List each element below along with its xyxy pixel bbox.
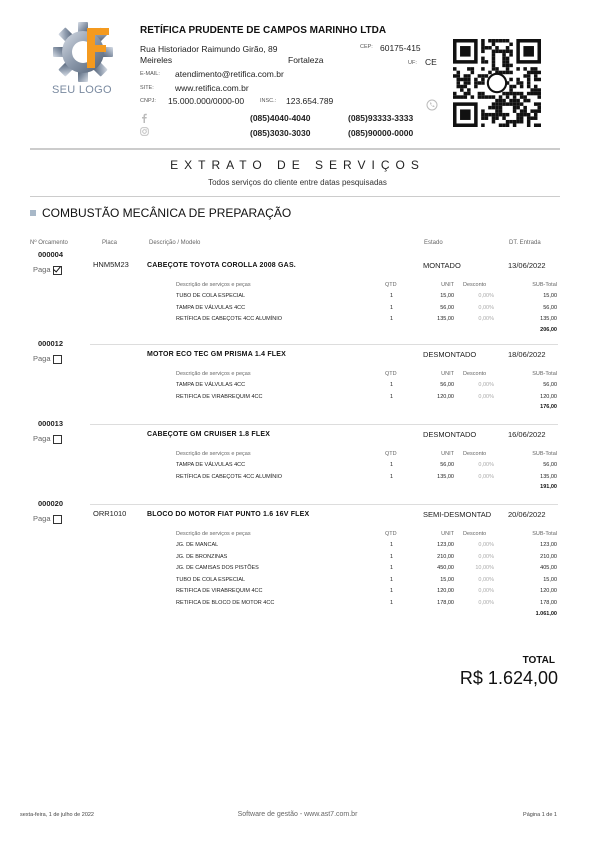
item-unit: 120,00 (437, 588, 454, 595)
paid-checkbox[interactable] (53, 355, 62, 364)
cnpj-label: CNPJ: (140, 98, 156, 104)
paid-status (33, 354, 62, 364)
item-subtotal: 120,00 (540, 393, 557, 400)
item-subtotal: 135,00 (540, 316, 557, 323)
paid-status (33, 434, 62, 444)
item-unit: 120,00 (437, 393, 454, 400)
item-unit: 56,00 (440, 304, 454, 311)
paid-label: Paga (33, 514, 51, 523)
item-description: JG. DE BRONZINAS (176, 553, 228, 560)
order-vehicle: CABEÇOTE GM CRUISER 1.8 FLEX (147, 431, 271, 438)
site-label: SITE: (140, 85, 154, 91)
paid-label: Paga (33, 265, 51, 274)
item-subtotal: 120,00 (540, 588, 557, 595)
email-label: E-MAIL: (140, 71, 160, 77)
order-total: 206,00 (540, 326, 557, 333)
item-unit: 210,00 (437, 553, 454, 560)
item-col-qtd: QTD (385, 371, 397, 377)
item-qty: 1 (390, 600, 394, 606)
item-unit: 56,00 (440, 382, 454, 388)
item-description: TUBO DE COLA ESPECIAL (176, 576, 246, 583)
cnpj-value: 15.000.000/0000-00 (168, 96, 245, 106)
order-vehicle: BLOCO DO MOTOR FIAT PUNTO 1.6 16V FLEX (147, 511, 310, 518)
item-unit: 56,00 (440, 462, 454, 468)
item-subtotal: 178,00 (540, 600, 557, 606)
uf-value: CE (425, 57, 437, 67)
order-divider (90, 504, 558, 505)
item-col-desc: Descrição de serviços e peças (176, 282, 251, 288)
item-subtotal: 56,00 (543, 304, 557, 311)
item-qty: 1 (390, 576, 394, 583)
cell-2: (085)90000-0000 (348, 128, 414, 138)
item-discount: 0,00% (478, 293, 494, 299)
paid-status (33, 514, 62, 524)
phone-1: (085)4040-4040 (250, 113, 311, 123)
order-vehicle: MOTOR ECO TEC GM PRISMA 1.4 FLEX (147, 351, 287, 358)
city: Fortaleza (288, 55, 324, 65)
order-total: 191,00 (540, 484, 557, 491)
col-orcamento: Nº Orcamento (30, 240, 68, 246)
total-label: TOTAL (522, 655, 555, 666)
item-description: RETIFICA DE VIRABREQUIM 4CC (176, 588, 263, 595)
item-subtotal: 56,00 (543, 382, 557, 388)
item-discount: 0,00% (478, 316, 494, 323)
order-vehicle: CABEÇOTE TOYOTA COROLLA 2008 GAS. (147, 262, 296, 269)
cep-label: CEP: (360, 44, 373, 50)
phone-2: (085)3030-3030 (250, 128, 311, 138)
col-entrada: DT. Entrada (509, 240, 541, 246)
item-col-unit: UNIT (441, 371, 454, 377)
item-unit: 135,00 (437, 316, 454, 323)
order-state: DESMONTADO (423, 430, 477, 439)
item-discount: 10,00% (475, 565, 494, 572)
item-col-unit: UNIT (441, 531, 454, 537)
neighborhood: Meireles (140, 55, 173, 65)
whatsapp-icon (426, 99, 438, 111)
logo-text: SEU LOGO (52, 84, 112, 96)
item-unit: 15,00 (440, 576, 454, 583)
total-value: R$ 1.624,00 (459, 668, 558, 688)
street-address: Rua Historiador Raimundo Girão, 89 (140, 44, 278, 54)
order-plate: HNM5M23 (93, 260, 129, 269)
item-unit: 450,00 (437, 565, 454, 572)
item-discount: 0,00% (478, 393, 494, 400)
footer-page: Página 1 de 1 (523, 812, 557, 818)
col-descricao: Descrição / Modelo (149, 240, 201, 246)
item-description: RETIFICA DE BLOCO DE MOTOR 4CC (176, 600, 275, 606)
item-discount: 0,00% (478, 462, 494, 468)
item-col-desconto: Desconto (463, 531, 487, 537)
item-unit: 178,00 (437, 600, 454, 606)
section-marker (30, 210, 36, 216)
footer-software: Software de gestão - www.ast7.com.br (237, 811, 358, 818)
item-col-subtotal: SUB-Total (532, 282, 557, 288)
qr-code (453, 39, 541, 127)
item-col-qtd: QTD (385, 451, 397, 457)
item-qty: 1 (390, 393, 394, 400)
item-discount: 0,00% (478, 473, 494, 480)
order-number: 000012 (38, 339, 64, 348)
header-divider (30, 148, 560, 150)
uf-label: UF: (408, 60, 417, 66)
item-subtotal: 56,00 (543, 462, 557, 468)
item-description: TUBO DE COLA ESPECIAL (176, 293, 246, 299)
insc-value: 123.654.789 (286, 96, 334, 106)
item-qty: 1 (390, 316, 394, 323)
item-discount: 0,00% (478, 553, 494, 560)
email-value: atendimento@retifica.com.br (175, 69, 284, 79)
paid-status (33, 265, 62, 275)
item-col-subtotal: SUB-Total (532, 451, 557, 457)
col-estado: Estado (424, 240, 443, 246)
item-description: RETÍFICA DE CABEÇOTE 4CC ALUMÍNIO (176, 316, 283, 323)
facebook-icon (140, 113, 148, 123)
order-number: 000013 (38, 419, 64, 428)
item-qty: 1 (390, 382, 394, 388)
item-description: TAMPA DE VÁLVULAS 4CC (176, 462, 246, 468)
item-col-desconto: Desconto (463, 282, 487, 288)
item-description: JG. DE CAMISAS DOS PISTÕES (176, 565, 259, 572)
footer-date: sexta-feira, 1 de julho de 2022 (20, 812, 94, 818)
instagram-icon (140, 127, 149, 136)
order-number: 000020 (38, 499, 64, 508)
report-title: EXTRATO DE SERVIÇOS (170, 158, 425, 172)
item-col-subtotal: SUB-Total (532, 531, 557, 537)
order-state: SEMI-DESMONTAD (423, 510, 492, 519)
order-state: DESMONTADO (423, 350, 477, 359)
site-value: www.retifica.com.br (175, 83, 249, 93)
section-title: COMBUSTÃO MECÂNICA DE PREPARAÇÃO (42, 206, 292, 220)
paid-label: Paga (33, 434, 51, 443)
item-unit: 123,00 (437, 542, 454, 548)
order-divider (90, 344, 558, 345)
order-date: 13/06/2022 (508, 261, 546, 270)
item-qty: 1 (390, 473, 394, 480)
item-col-subtotal: SUB-Total (532, 371, 557, 377)
item-col-desc: Descrição de serviços e peças (176, 531, 251, 537)
item-qty: 1 (390, 565, 394, 572)
item-description: RETÍFICA DE CABEÇOTE 4CC ALUMÍNIO (176, 473, 283, 480)
order-date: 18/06/2022 (508, 350, 546, 359)
order-total: 176,00 (540, 404, 557, 411)
order-date: 16/06/2022 (508, 430, 546, 439)
order-number: 000004 (38, 250, 64, 259)
cep-value: 60175-415 (380, 43, 421, 53)
item-col-qtd: QTD (385, 531, 397, 537)
paid-checkbox[interactable] (53, 266, 62, 275)
paid-checkbox[interactable] (53, 515, 62, 524)
item-subtotal: 135,00 (540, 473, 557, 480)
order-total: 1.061,00 (535, 610, 557, 617)
item-description: JG. DE MANCAL (176, 542, 219, 548)
item-description: RETIFICA DE VIRABREQUIM 4CC (176, 393, 263, 400)
item-col-desc: Descrição de serviços e peças (176, 371, 251, 377)
item-qty: 1 (390, 293, 394, 299)
item-col-qtd: QTD (385, 282, 397, 288)
company-name: RETÍFICA PRUDENTE DE CAMPOS MARINHO LTDA (140, 25, 387, 36)
item-unit: 15,00 (440, 293, 454, 299)
item-description: TAMPA DE VÁLVULAS 4CC (176, 382, 246, 388)
order-divider (90, 424, 558, 425)
order-date: 20/06/2022 (508, 510, 546, 519)
paid-checkbox[interactable] (53, 435, 62, 444)
paid-label: Paga (33, 354, 51, 363)
insc-label: INSC.: (260, 98, 277, 104)
order-plate: ORR1010 (93, 509, 127, 518)
item-col-desconto: Desconto (463, 451, 487, 457)
item-discount: 0,00% (478, 588, 494, 595)
item-qty: 1 (390, 462, 394, 468)
title-divider (30, 196, 560, 197)
item-discount: 0,00% (478, 600, 494, 606)
item-col-desc: Descrição de serviços e peças (176, 451, 251, 457)
cell-1: (085)93333-3333 (348, 113, 414, 123)
item-discount: 0,00% (478, 576, 494, 583)
item-subtotal: 405,00 (540, 565, 557, 572)
report-subtitle: Todos serviços do cliente entre datas pesquisadas (208, 178, 387, 187)
col-placa: Placa (102, 240, 118, 246)
item-qty: 1 (390, 588, 394, 595)
item-col-unit: UNIT (441, 282, 454, 288)
item-col-unit: UNIT (441, 451, 454, 457)
item-subtotal: 210,00 (540, 553, 557, 560)
item-col-desconto: Desconto (463, 371, 487, 377)
item-subtotal: 123,00 (540, 542, 557, 548)
item-unit: 135,00 (437, 473, 454, 480)
item-qty: 1 (390, 304, 394, 311)
item-qty: 1 (390, 542, 394, 548)
item-discount: 0,00% (478, 382, 494, 388)
item-subtotal: 15,00 (543, 576, 557, 583)
order-state: MONTADO (423, 261, 461, 270)
item-subtotal: 15,00 (543, 293, 557, 299)
item-discount: 0,00% (478, 542, 494, 548)
item-qty: 1 (390, 553, 394, 560)
item-discount: 0,00% (478, 304, 494, 311)
item-description: TAMPA DE VÁLVULAS 4CC (176, 304, 246, 311)
